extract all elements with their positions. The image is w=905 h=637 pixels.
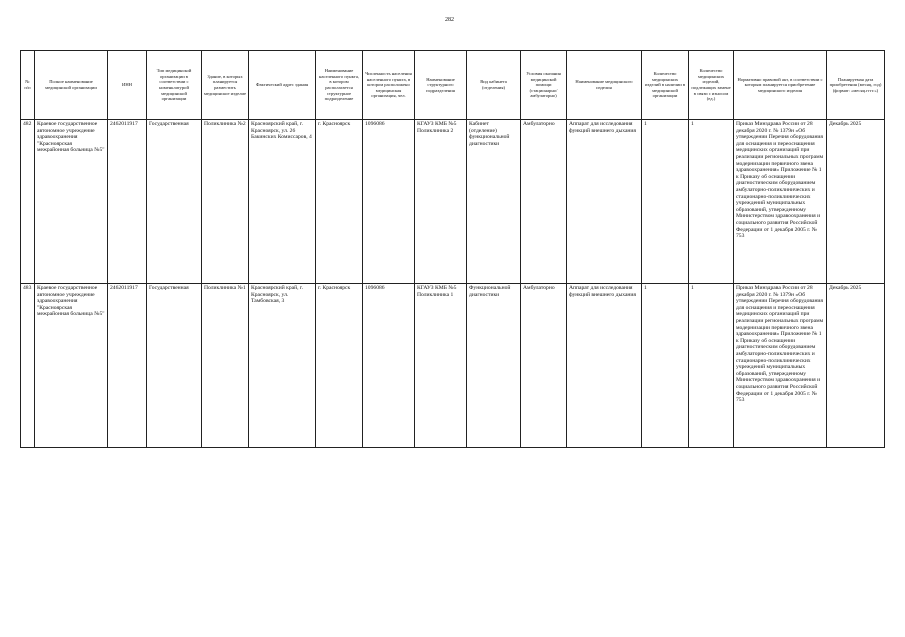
cell-qty-have: 1 bbox=[642, 120, 689, 284]
cell-type: Государственная bbox=[147, 120, 202, 284]
table-row bbox=[21, 120, 885, 284]
cell-population: 1096086 bbox=[363, 120, 415, 284]
cell-settlement: г. Красноярск bbox=[316, 284, 363, 448]
cell-qty-have: 1 bbox=[642, 284, 689, 448]
col-header-date: Планируемая дата приобретения (месяц, год) (формат: «месяц.гггг.») bbox=[827, 51, 885, 120]
cell-conditions: Амбулаторно bbox=[521, 120, 567, 284]
cell-type: Государственная bbox=[147, 284, 202, 448]
col-header-cabinet: Вид кабинета (отделения) bbox=[467, 51, 521, 120]
cell-org: Краевое государственное автономное учреждение здравоохранения "Красноярская межрайонная больница №5" bbox=[35, 120, 108, 284]
cell-qty-replace: 1 bbox=[689, 284, 734, 448]
col-header-population: Численность населения населенного пункта, в котором расположено медицинская организация, чел. bbox=[363, 51, 415, 120]
col-header-conditions: Условия оказания медицинской помощи (стационарно/ амбулаторно) bbox=[521, 51, 567, 120]
cell-inn: 2462011917 bbox=[108, 284, 147, 448]
table-row bbox=[21, 284, 885, 448]
cell-qty-replace: 1 bbox=[689, 120, 734, 284]
col-header-device: Наименование медицинского изделия bbox=[567, 51, 642, 120]
col-header-act: Нормативно правовой акт, в соответствии с которым планируется приобретение медицинского изделия bbox=[734, 51, 827, 120]
cell-act: Приказ Минздрава России от 28 декабря 2020 г. № 1379н «Об утверждении Перечня оборудования для оснащения и переоснащения медицинских организаций при реализации региональных программ модернизации первичного звена здравоохранения» Приложение № 1 к Приказу об оснащении диагностическим оборудованием амбулаторно-поликлинических и стационарно-поликлинических учреждений муниципальных образований, утвержденному Министерством здравоохранения и социального развития Российской Федерации от 1 декабря 2005 г. № 753 bbox=[734, 284, 827, 448]
col-header-num: № п/п bbox=[21, 51, 35, 120]
cell-unit: КГАУЗ КМБ №5 Поликлиника 1 bbox=[415, 284, 467, 448]
cell-building: Поликлиника №1 bbox=[202, 284, 249, 448]
cell-conditions: Амбулаторно bbox=[521, 284, 567, 448]
cell-act: Приказ Минздрава России от 28 декабря 2020 г. № 1379н «Об утверждении Перечня оборудования для оснащения и переоснащения медицинских организаций при реализации региональных программ модернизации первичного звена здравоохранения» Приложение № 1 к Приказу об оснащении диагностическим оборудованием амбулаторно-поликлинических и стационарно-поликлинических учреждений муниципальных образований, утвержденному Министерством здравоохранения и социального развития Российской Федерации от 1 декабря 2005 г. № 753 bbox=[734, 120, 827, 284]
cell-building: Поликлиника №2 bbox=[202, 120, 249, 284]
cell-org: Краевое государственное автономное учреждение здравоохранения "Красноярская межрайонная больница №5" bbox=[35, 284, 108, 448]
col-header-unit: Наименование структурного подразделения bbox=[415, 51, 467, 120]
header-row bbox=[21, 51, 885, 120]
cell-date: Декабрь 2025 bbox=[827, 284, 885, 448]
cell-num: 482 bbox=[21, 120, 35, 284]
cell-unit: КГАУЗ КМБ №5 Поликлиника 2 bbox=[415, 120, 467, 284]
cell-device: Аппарат для исследования функций внешнего дыхания bbox=[567, 284, 642, 448]
equipment-table bbox=[20, 50, 885, 448]
cell-settlement: г. Красноярск bbox=[316, 120, 363, 284]
col-header-type: Тип медицинской организации в соответствии с номенклатурой медицинской организации bbox=[147, 51, 202, 120]
col-header-qty-have: Количество медицинских изделий в наличии в медицинской организации bbox=[642, 51, 689, 120]
col-header-settlement: Наименование населенного пункта, в котором располагается структурное подразделение bbox=[316, 51, 363, 120]
col-header-building: Здание, в которых планируется разместить медицинское изделие bbox=[202, 51, 249, 120]
cell-address: Красноярский край, г. Красноярск, ул. Тамбовская, 3 bbox=[249, 284, 316, 448]
cell-device: Аппарат для исследования функций внешнего дыхания bbox=[567, 120, 642, 284]
cell-num: 483 bbox=[21, 284, 35, 448]
col-header-org: Полное наименование медицинской организации bbox=[35, 51, 108, 120]
cell-address: Красноярский край, г. Красноярск, ул. 26 Бакинских Комиссаров, 4 bbox=[249, 120, 316, 284]
col-header-qty-replace: Количество медицинских изделий, подлежащих замене в связи с износом (ед.) bbox=[689, 51, 734, 120]
cell-date: Декабрь 2025 bbox=[827, 120, 885, 284]
col-header-address: Фактический адрес здания bbox=[249, 51, 316, 120]
cell-inn: 2462011917 bbox=[108, 120, 147, 284]
cell-cabinet: Кабинет (отделение) функциональной диагностики bbox=[467, 120, 521, 284]
cell-cabinet: Функциональной диагностики bbox=[467, 284, 521, 448]
page-number: 282 bbox=[445, 17, 454, 23]
cell-population: 1096086 bbox=[363, 284, 415, 448]
col-header-inn: ИНН bbox=[108, 51, 147, 120]
